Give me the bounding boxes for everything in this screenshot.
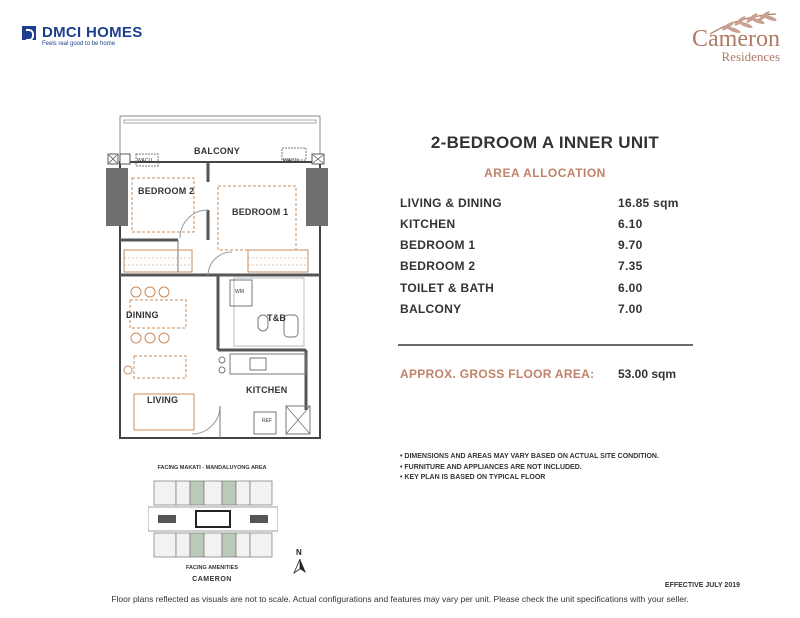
brand-tagline: Feels real good to be home — [42, 41, 116, 47]
area-value: 6.00 — [618, 281, 643, 295]
project-logo-text: Cameron — [692, 26, 780, 52]
note-item: • KEY PLAN IS BASED ON TYPICAL FLOOR — [400, 474, 546, 481]
label-wacu-left: WACU — [137, 158, 153, 164]
brand-name: DMCI HOMES — [42, 24, 143, 41]
room-living: LIVING — [147, 395, 179, 405]
note-item: • DIMENSIONS AND AREAS MAY VARY BASED ON ACTUAL SITE CONDITION. — [400, 453, 659, 460]
unit-title: 2-BEDROOM A INNER UNIT — [430, 133, 660, 152]
area-label: BEDROOM 2 — [400, 259, 476, 273]
column-right — [306, 168, 328, 226]
footer-disclaimer: Floor plans reflected as visuals are not to scale. Actual configurations and features may vary per unit. Please check the unit specifications with your seller. — [111, 594, 689, 604]
key-plan-facing-top: FACING MAKATI - MANDALUYONG AREA — [157, 465, 267, 471]
area-row — [400, 259, 690, 277]
area-value: 6.10 — [618, 217, 643, 231]
gross-area-label: APPROX. GROSS FLOOR AREA: — [400, 367, 595, 381]
divider — [398, 344, 693, 346]
area-row — [400, 281, 690, 299]
label-wacu-right: WACU — [283, 158, 299, 164]
label-ref: REF — [262, 418, 272, 424]
room-kitchen: KITCHEN — [246, 385, 288, 395]
area-allocation-heading: AREA ALLOCATION — [484, 166, 606, 180]
project-logo-subtext: Residences — [721, 49, 780, 64]
area-label: BALCONY — [400, 302, 462, 316]
area-value: 9.70 — [618, 238, 643, 252]
notes-list — [400, 452, 659, 484]
key-plan — [148, 475, 278, 563]
room-dining: DINING — [126, 310, 159, 320]
floor-plan — [100, 110, 340, 455]
room-bedroom-2: BEDROOM 2 — [138, 186, 195, 196]
north-arrow-icon — [292, 558, 308, 574]
area-label: TOILET & BATH — [400, 281, 495, 295]
effective-date: EFFECTIVE JULY 2019 — [664, 582, 740, 589]
gross-area-value: 53.00 sqm — [618, 367, 677, 381]
dmci-logo-icon — [22, 26, 36, 40]
area-row — [400, 217, 690, 235]
key-plan-building-name: CAMERON — [192, 576, 232, 583]
area-row — [400, 196, 690, 214]
note-item: • FURNITURE AND APPLIANCES ARE NOT INCLUDED. — [400, 463, 582, 471]
area-value: 16.85 sqm — [618, 196, 679, 210]
area-row — [400, 302, 690, 320]
column-left — [106, 168, 128, 226]
area-label: BEDROOM 1 — [400, 238, 476, 252]
area-value: 7.00 — [618, 302, 643, 316]
room-bedroom-1: BEDROOM 1 — [232, 207, 289, 217]
area-row — [400, 238, 690, 256]
label-wm: WM — [235, 289, 244, 295]
area-label: KITCHEN — [400, 217, 456, 231]
area-value: 7.35 — [618, 259, 643, 273]
north-label: N — [296, 548, 302, 557]
room-balcony: BALCONY — [194, 146, 240, 156]
room-tb: T&B — [267, 313, 287, 323]
area-label: LIVING & DINING — [400, 196, 502, 210]
key-plan-facing-bottom: FACING AMENITIES — [185, 565, 239, 571]
